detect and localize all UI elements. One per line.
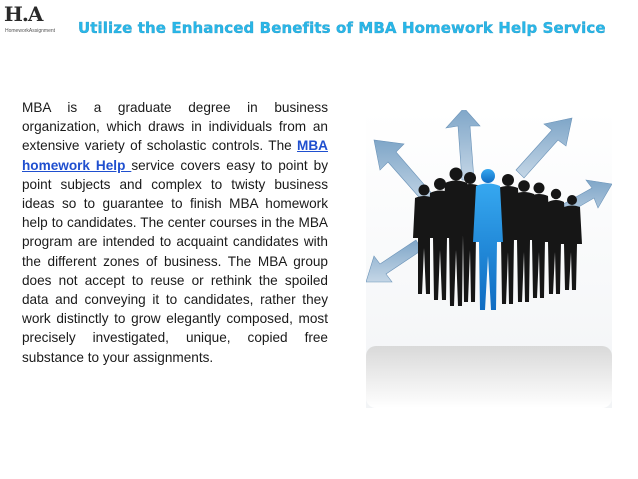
page-title: Utilize the Enhanced Benefits of MBA Homework Help Service [78,19,606,37]
body-paragraph [22,98,328,367]
logo-subtitle: HomeworkAssignment [5,28,56,34]
paragraph-text-after: service covers easy to point by point subjects and complex to twisty business ideas so to guarantee to finish MBA homework help to candidates. The center courses in the MBA program are intended to acquaint candidates with the different zones of business. The MBA group does not accept to reuse or rethink the spoiled data and conveying it to candidates, rather they work distinctly to grow elegantly composed, most precisely investigated, unique, copied free substance to your assignments. [22,157,328,365]
logo [4,2,56,38]
paragraph-text-before: MBA is a graduate degree in business organization, which draws in individuals from an extensive variety of scholastic controls. The [22,100,328,154]
mba-homework-help-link[interactable]: MBA homework Help [22,138,328,173]
business-team-image [366,110,612,408]
logo-mark: H.A [4,2,43,26]
floor-reflection [366,346,612,408]
